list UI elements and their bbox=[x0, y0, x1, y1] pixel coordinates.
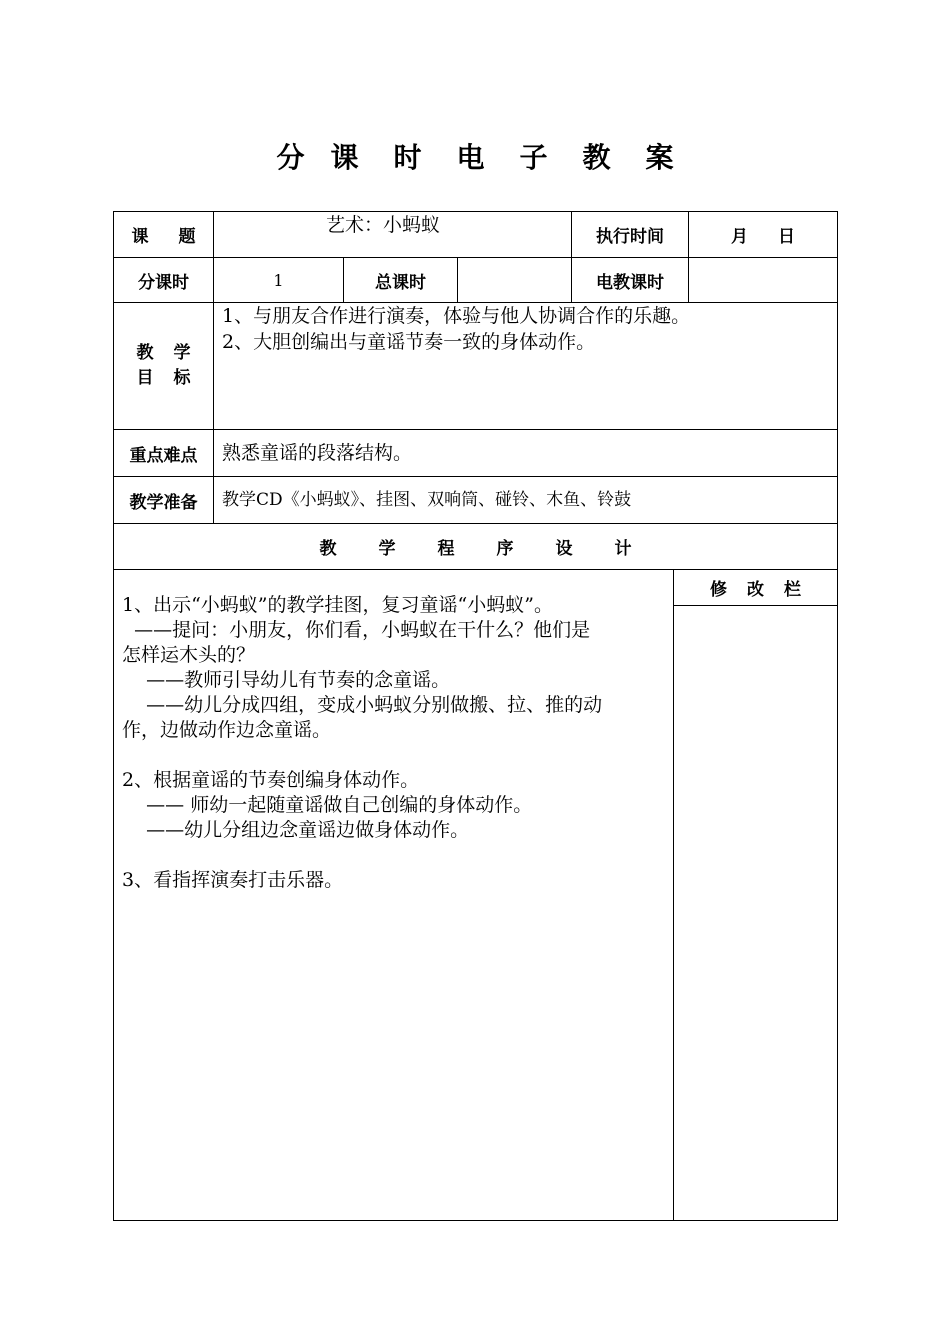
design-line: ——幼儿分成四组，变成小蚂蚁分别做搬、拉、推的动 bbox=[122, 694, 603, 716]
goal-item: 2、大胆创编出与童谣节奏一致的身体动作。 bbox=[222, 331, 596, 353]
topic-label bbox=[114, 212, 213, 257]
design-line: 怎样运木头的？ bbox=[122, 644, 256, 666]
title-char: 课 bbox=[330, 141, 359, 174]
design-heading-char: 程 bbox=[437, 539, 455, 559]
revision-heading-char: 修 bbox=[710, 580, 727, 600]
preparation-label: 教学准备 bbox=[129, 492, 198, 513]
design-heading-char: 序 bbox=[496, 539, 514, 559]
key-points-label: 重点难点 bbox=[129, 445, 198, 466]
revision-heading-char: 改 bbox=[747, 580, 764, 600]
document-title bbox=[0, 136, 950, 176]
design-line: 作，边做动作边念童谣。 bbox=[122, 719, 332, 741]
exec-time-label: 执行时间 bbox=[596, 227, 664, 247]
design-heading-char: 计 bbox=[614, 539, 632, 559]
design-heading bbox=[114, 524, 837, 569]
design-heading-char: 设 bbox=[555, 539, 573, 559]
design-line: 3、看指挥演奏打击乐器。 bbox=[122, 869, 344, 891]
exec-time-value bbox=[689, 212, 837, 257]
month-char: 月 bbox=[731, 227, 748, 247]
revision-heading bbox=[674, 570, 837, 605]
revision-heading-char: 栏 bbox=[784, 580, 801, 600]
title-char: 时 bbox=[393, 141, 422, 174]
title-char: 教 bbox=[582, 141, 611, 174]
title-char: 分 bbox=[276, 141, 305, 174]
design-line: ——提问：小朋友，你们看，小蚂蚁在干什么？他们是 bbox=[122, 619, 591, 641]
title-char: 电 bbox=[456, 141, 485, 174]
title-char: 子 bbox=[519, 141, 548, 174]
design-heading-char: 教 bbox=[319, 539, 337, 559]
total-label: 总课时 bbox=[375, 272, 426, 293]
av-label: 电教课时 bbox=[596, 272, 664, 293]
lesson-value: 1 bbox=[273, 270, 284, 290]
design-line: ——幼儿分组边念童谣边做身体动作。 bbox=[122, 819, 470, 841]
goals-label-char: 标 bbox=[173, 368, 191, 388]
design-line: 2、根据童谣的节奏创编身体动作。 bbox=[122, 769, 420, 791]
key-points-value: 熟悉童谣的段落结构。 bbox=[222, 442, 413, 464]
goals-label-char: 目 bbox=[136, 368, 154, 388]
preparation-value: 教学CD《小蚂蚁》、挂图、双响筒、碰铃、木鱼、铃鼓 bbox=[222, 490, 632, 510]
day-char: 日 bbox=[778, 227, 795, 247]
goals-label-char: 学 bbox=[173, 343, 191, 363]
topic-value: 艺术：小蚂蚁 bbox=[326, 214, 441, 236]
design-line: —— 师幼一起随童谣做自己创编的身体动作。 bbox=[122, 794, 533, 816]
design-line: ——教师引导幼儿有节奏的念童谣。 bbox=[122, 669, 451, 691]
goals-label-char: 教 bbox=[136, 343, 154, 363]
lesson-label: 分课时 bbox=[138, 272, 189, 293]
total-value bbox=[458, 258, 571, 302]
goals-label bbox=[114, 303, 213, 429]
goal-item: 1、与朋友合作进行演奏，体验与他人协调合作的乐趣。 bbox=[222, 305, 691, 327]
topic-label-char: 题 bbox=[178, 227, 196, 247]
title-char: 案 bbox=[645, 141, 674, 174]
design-heading-char: 学 bbox=[378, 539, 396, 559]
design-line: 1、出示“小蚂蚁”的教学挂图，复习童谣“小蚂蚁”。 bbox=[122, 594, 553, 616]
av-value bbox=[689, 258, 837, 302]
topic-label-char: 课 bbox=[131, 227, 149, 247]
